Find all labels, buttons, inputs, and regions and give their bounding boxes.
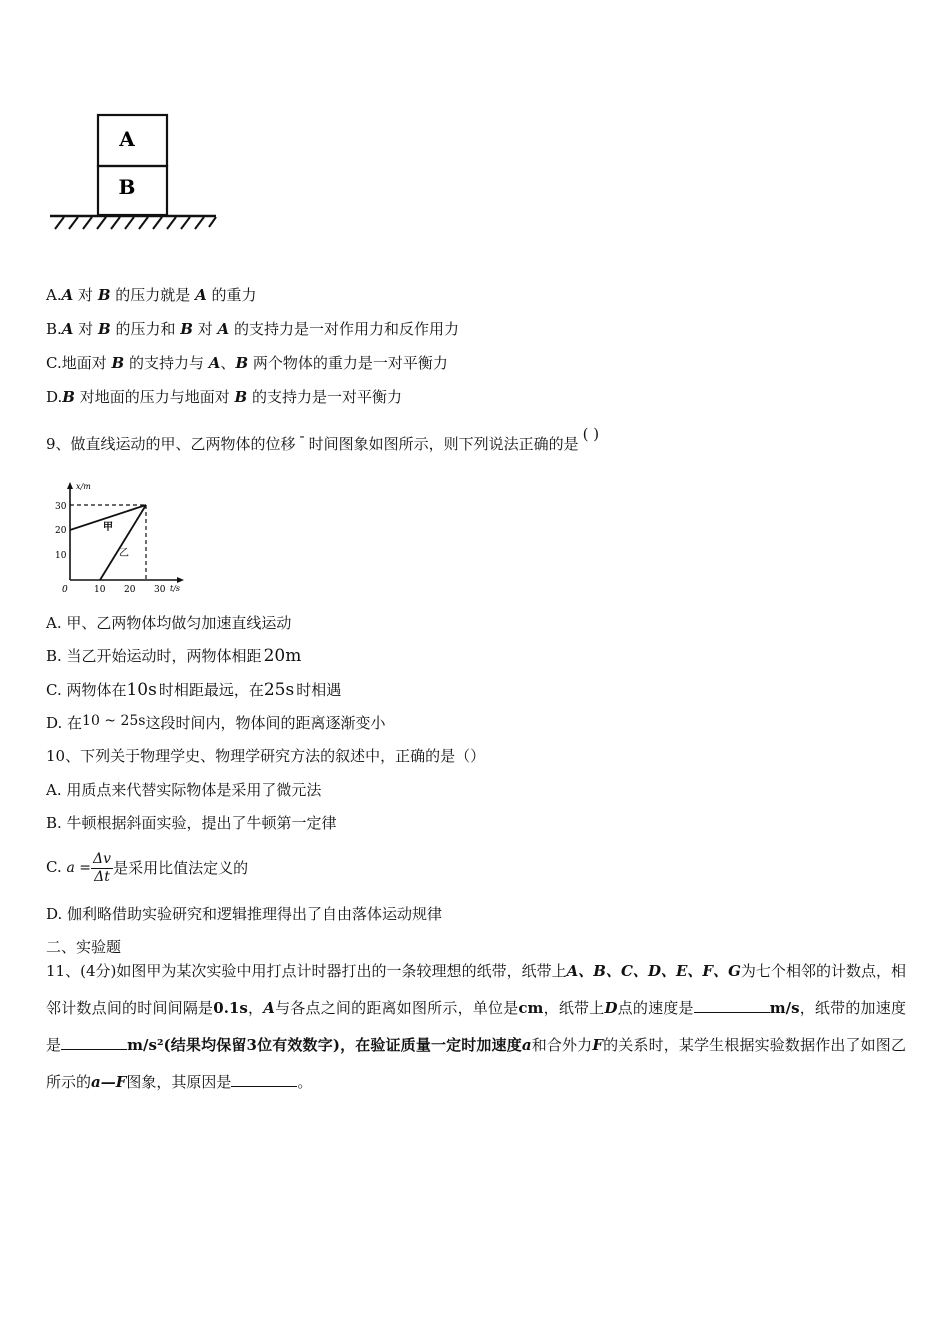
x-axis-arrow: [177, 577, 184, 583]
q8-option-d: D.B 对地面的压力与地面对 B 的支持力是一对平衡力: [46, 388, 403, 406]
q9-option-b: B. 当乙开始运动时，两物体相距 20m: [46, 646, 302, 666]
x-tick-10: 10: [94, 585, 106, 595]
blocks-figure: [48, 112, 220, 236]
q10-option-b: B. 牛顿根据斜面实验，提出了牛顿第一定律: [46, 814, 337, 832]
formula-fraction: $\frac{\Delta v}{\Delta t}$: [93, 850, 112, 885]
q10-stem: 10、下列关于物理学史、物理学研究方法的叙述中，正确的是（）: [46, 747, 486, 765]
formula-lhs: a =: [66, 860, 92, 876]
line-yi: [100, 505, 146, 580]
label-jia: 甲: [103, 522, 113, 533]
answer-blank-reason[interactable]: [231, 1070, 297, 1087]
q10-option-c: C. a = $\frac{\Delta v}{\Delta t}$ 是采用比值法定义的: [46, 850, 249, 885]
q8-option-b: B.A 对 B 的压力和 B 对 A 的支持力是一对作用力和反作用力: [46, 320, 459, 338]
q10-option-d: D. 伽利略借助实验研究和逻辑推理得出了自由落体运动规律: [46, 905, 443, 923]
y-axis-label: x/m: [76, 482, 91, 491]
label-yi: 乙: [119, 548, 129, 559]
x-axis-label: t/s: [170, 584, 181, 593]
q9-stem: 9、做直线运动的甲、乙两物体的位移 - 时间图象如图所示，则下列说法正确的是( ): [46, 425, 600, 453]
q10-option-a: A. 用质点来代替实际物体是采用了微元法: [46, 781, 322, 799]
origin-label: 0: [62, 585, 68, 595]
q9-option-a: A. 甲、乙两物体均做匀加速直线运动: [46, 614, 292, 632]
answer-blank-acceleration[interactable]: [61, 1033, 127, 1050]
ground-hatching: [55, 217, 216, 229]
q9-dash: -: [299, 427, 305, 445]
q9-option-d: D. 在10 ~ 25s这段时间内，物体间的距离逐渐变小: [46, 713, 386, 732]
block-a-label: A: [119, 127, 135, 151]
x-tick-30: 30: [154, 585, 166, 595]
q9-answer-paren: ( ): [582, 425, 600, 443]
xt-graph: [50, 478, 188, 598]
block-b-label: B: [118, 175, 136, 199]
q8-option-c: C.地面对 B 的支持力与 A、B 两个物体的重力是一对平衡力: [46, 354, 448, 372]
y-axis-arrow: [67, 482, 73, 489]
y-tick-30: 30: [55, 502, 67, 512]
section-title: 二、实验题: [46, 938, 122, 956]
y-tick-10: 10: [55, 551, 67, 561]
q9-option-c: C. 两物体在10s 时相距最远，在25s 时相遇: [46, 680, 342, 700]
x-tick-20: 20: [124, 585, 136, 595]
y-tick-20: 20: [55, 526, 67, 536]
answer-blank-velocity[interactable]: [694, 996, 770, 1013]
q11-paragraph: 11、(4分)如图甲为某次实验中用打点计时器打出的一条较理想的纸带，纸带上A、B、C、D、E、F、G为七个相邻的计数点，相邻计数点间的时间间隔是0.1s，A与各点之间的距离如图所示，单位是cm，纸带上D点的速度是 m/s，纸带的加速度是 m/s²(结果均保留3位有效数字)，在验证质量一定时加速度a和合外力F的关系时，某学生根据实验数据作出了如图乙所示的a—F图象，其原因是 。: [46, 962, 906, 1091]
q8-option-a: A.A 对 B 的压力就是 A 的重力: [46, 286, 257, 304]
